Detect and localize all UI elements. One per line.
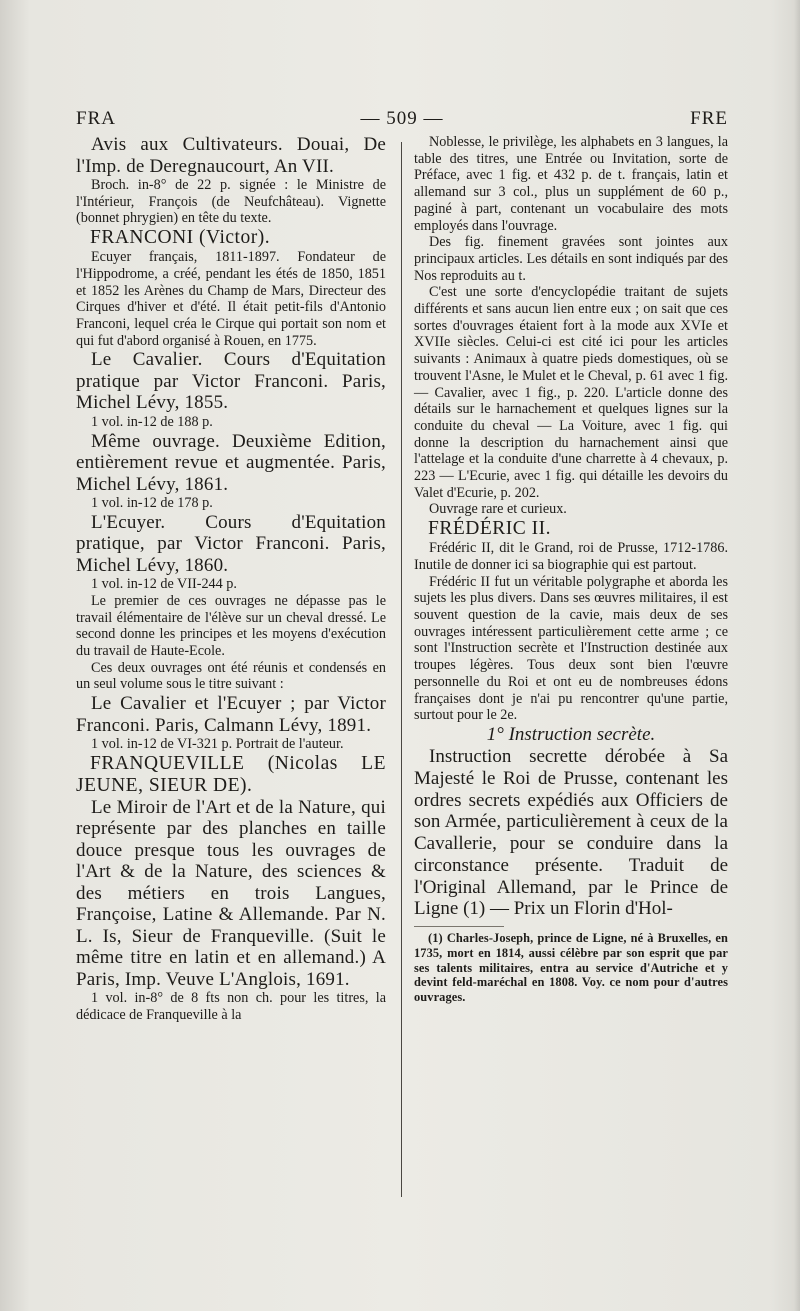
footnote: (1) Charles-Joseph, prince de Ligne, né à Bruxelles, en 1735, mort en 1814, aussi célèbre par son esprit que par ses talents militaires, entra au service d'Autriche et y devint feld-maréchal en 1808. Voy. ce nom pour d'autres ouvrages.: [414, 931, 728, 1005]
author-heading: FRANQUEVILLE (Nicolas LE JEUNE, SIEUR DE).: [76, 752, 386, 796]
entry-description: Broch. in-8° de 22 p. signée : le Ministre de l'Intérieur, François (de Neufchâteau). Vignette (bonnet phrygien) en tête du texte.: [76, 177, 386, 227]
entry-title: Avis aux Cultivateurs. Douai, De l'Imp. de Deregnaucourt, An VII.: [76, 134, 386, 177]
entry-title: Instruction secrette dérobée à Sa Majesté le Roi de Prusse, contenant les ordres secrets expédiés aux Officiers de son Armée, particulièrement à ceux de la Cavallerie, pour se conduire dans la circonstance présente. Traduit de l'Original Allemand, par le Prince de Ligne (1) — Prix un Florin d'Hol-: [414, 745, 728, 920]
entry-note: C'est une sorte d'encyclopédie traitant de sujets différents et sans aucun lien entre eux ; on sait que ces sortes d'ouvrages étaient fort à la mode aux XVIe et XVIIe siècles. Celui-ci est cité ici pour les articles suivants : Animaux à quatre pieds domestiques, où se trouvent l'Asne, le Mulet et le Cheval, p. 61 avec 1 fig. — Cavalier, avec 1 fig., p. 220. L'article donne des détails sur le harnachement et quelques lignes sur la conduite du cheval — La Voiture, avec 1 fig. qui donne la description du harnachement ainsi que l'attelage et la conduite d'une charrette à 4 chevaux, p. 223 — L'Ecurie, avec 1 fig. qui détaille les devoirs du Valet d'Ecurie, p. 202.: [414, 284, 728, 501]
entry-description: Noblesse, le privilège, les alphabets en 3 langues, la table des titres, une Entrée ou Invitation, sorte de Préface, avec 1 fig. et 432 p. de t. français, latin et allemand sur 3 col., plus un supplément de 60 p., paginé à part, contenant un vocabulaire des mots employés dans l'ouvrage.: [414, 134, 728, 234]
footnote-rule: [414, 926, 504, 927]
entry-note: Le premier de ces ouvrages ne dépasse pas le travail élémentaire de l'élève sur un cheval dressé. Le second donne les principes et les moyens d'exécution du travail de Haute-Ecole.: [76, 592, 386, 660]
page-edge-shadow: [794, 0, 800, 1311]
entry-title: Le Cavalier. Cours d'Equitation pratique par Victor Franconi. Paris, Michel Lévy, 1855.: [76, 349, 386, 414]
entry-note: Des fig. finement gravées sont jointes aux principaux articles. Les détails en sont indiqués par des Nos reproduits au t.: [414, 234, 728, 284]
section-subheading: 1° Instruction secrète.: [486, 723, 656, 745]
left-column: [76, 134, 386, 1024]
entry-note: Ces deux ouvrages ont été réunis et condensés en un seul volume sous le titre suivant :: [76, 659, 386, 693]
column-divider: [401, 142, 402, 1197]
entry-title: Le Cavalier et l'Ecuyer ; par Victor Franconi. Paris, Calmann Lévy, 1891.: [76, 693, 386, 736]
author-biography: Ecuyer français, 1811-1897. Fondateur de l'Hippodrome, a créé, pendant les étés de 1850, 1851 et 1852 les Arènes du Champ de Mars, Directeur des Cirques d'hiver et d'été. Il était petit-fils d'Antonio Franconi, lequel créa le Cirque qui portait son nom et qui fut d'abord organisé à Rouen, en 1775.: [76, 249, 386, 349]
entry-note: Frédéric II fut un véritable polygraphe et aborda les sujets les plus divers. Dans ses œuvres militaires, il est souvent question de la cavie, mais deux de ses ouvrages intéressent particulièrement cette arme ; ce sont l'Instruction secrète et l'Instruction destinée aux troupes légères. Tous deux sont bien l'œuvre personnelle du Roi et ont eu de nombreuses édons françaises dont je n'ai pu rencontrer qu'une partie, surtout pour le 2e.: [414, 573, 728, 724]
author-biography: Frédéric II, dit le Grand, roi de Prusse, 1712-1786. Inutile de donner ici sa biographie qui est partout.: [414, 540, 728, 573]
author-heading: FRANCONI (Victor).: [90, 227, 271, 249]
entry-note: Ouvrage rare et curieux.: [429, 501, 567, 518]
right-column: [414, 134, 728, 1005]
entry-title: Le Miroir de l'Art et de la Nature, qui représente par des planches en taille douce presque tous les ouvrages de l'Art & de la Nature, des sciences & des métiers en trois Langues, Françoise, Latine & Allemande. Par N. L. Is, Sieur de Franqueville. (Suit le même titre en latin et en allemand.) A Paris, Imp. Veuve L'Anglois, 1691.: [76, 796, 386, 990]
header-right: FRE: [690, 108, 728, 129]
entry-description: 1 vol. in-12 de VII-244 p.: [91, 576, 237, 593]
entry-title: Même ouvrage. Deuxième Edition, entièrement revue et augmentée. Paris, Michel Lévy, 1861.: [76, 430, 386, 495]
entry-description: 1 vol. in-12 de 188 p.: [91, 413, 213, 430]
author-heading: FRÉDÉRIC II.: [428, 518, 551, 540]
entry-description: 1 vol. in-12 de VI-321 p. Portrait de l'auteur.: [91, 736, 344, 753]
entry-description: 1 vol. in-12 de 178 p.: [91, 495, 213, 512]
entry-title: L'Ecuyer. Cours d'Equitation pratique, par Victor Franconi. Paris, Michel Lévy, 1860.: [76, 511, 386, 576]
header-left: FRA: [76, 108, 116, 129]
page-number: — 509 —: [360, 108, 444, 129]
entry-description: 1 vol. in-8° de 8 fts non ch. pour les titres, la dédicace de Franqueville à la: [76, 990, 386, 1024]
